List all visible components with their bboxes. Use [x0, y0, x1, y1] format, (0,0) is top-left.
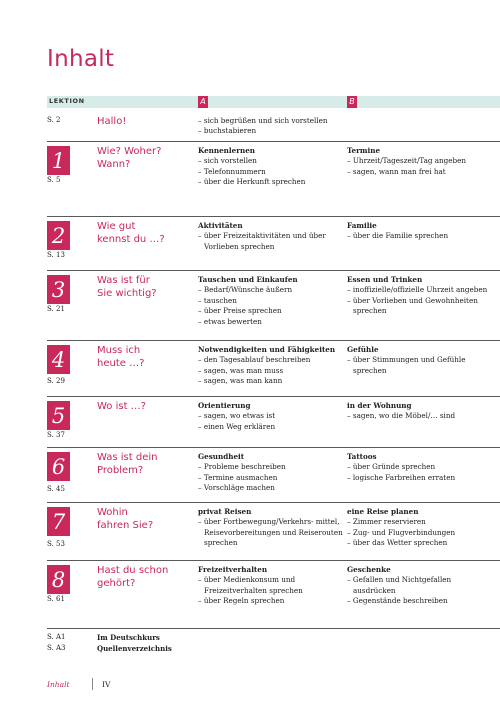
lesson-theme: [97, 220, 197, 246]
table-header-band: [47, 96, 500, 108]
lesson-theme-line: Wie? Woher?: [97, 146, 162, 157]
lesson-theme: [97, 274, 197, 300]
lesson-number-badge: 5: [47, 401, 70, 430]
lesson-a-item: – Telefonnummern: [198, 166, 266, 176]
appendix-page: S. A3: [47, 644, 66, 652]
lesson-theme: [97, 564, 197, 590]
lesson-number-badge: 1: [47, 146, 70, 175]
lesson-theme: [97, 145, 197, 171]
lesson-column-b: [347, 507, 492, 549]
lesson-column-a: [198, 565, 343, 607]
lesson-theme-line: Hast du schon: [97, 565, 169, 576]
separator-bottom: [47, 628, 500, 629]
lesson-page: S. 53: [47, 540, 65, 548]
lesson-a-heading: Notwendigkeiten und Fähigkeiten: [198, 345, 336, 354]
lesson-column-b: [347, 401, 492, 422]
header-column-b: B: [347, 96, 357, 108]
lesson-page: S. 21: [47, 305, 65, 313]
lesson-b-item: – über Stimmungen und Gefühle sprechen: [347, 355, 466, 375]
lesson-a-item: – einen Weg erklären: [198, 421, 276, 431]
lesson-theme: [97, 451, 197, 477]
lesson-b-item: – logische Farbreihen erraten: [347, 472, 456, 482]
lesson-b-item: – über das Wetter sprechen: [347, 538, 448, 548]
lesson-theme-line: fahren Sie?: [97, 520, 154, 531]
lesson-column-a: [198, 345, 343, 387]
lesson-b-heading: Familie: [347, 221, 377, 230]
lesson-column-a: [198, 507, 343, 549]
lesson-theme-line: Wo ist …?: [97, 401, 146, 412]
header-lektion: LEKTION: [49, 97, 85, 105]
lesson-b-item: – Uhrzeit/Tageszeit/Tag angeben: [347, 156, 467, 166]
lesson-theme-line: Sie wichtig?: [97, 288, 157, 299]
lesson-theme-line: Wohin: [97, 507, 128, 518]
lesson-b-item: – sagen, wann man frei hat: [347, 166, 446, 176]
lesson-number-badge: 3: [47, 275, 70, 304]
intro-a-item: – sich begrüßen und sich vorstellen: [198, 116, 328, 125]
lesson-column-b: [347, 452, 492, 483]
lesson-number-badge: 7: [47, 507, 70, 536]
lesson-b-item: – über Vorlieben und Gewohnheiten sprechen: [347, 295, 478, 316]
lesson-a-item: – etwas bewerten: [198, 316, 262, 326]
lesson-theme-line: Was ist dein: [97, 452, 158, 463]
lesson-page: S. 5: [47, 176, 61, 184]
intro-a-item: – buchstabieren: [198, 126, 257, 136]
lesson-column-a: [198, 452, 343, 494]
lesson-separator: [47, 502, 500, 503]
lesson-a-item: – über die Herkunft sprechen: [198, 177, 306, 187]
lesson-a-item: – sagen, was man muss: [198, 365, 284, 375]
lesson-a-item: – Vorschläge machen: [198, 483, 275, 493]
lesson-b-item: – Gefallen und Nichtgefallen ausdrücken: [347, 575, 452, 595]
lesson-b-heading: eine Reise planen: [347, 507, 419, 516]
lesson-theme-line: Muss ich: [97, 345, 141, 356]
lesson-b-item: – über Gründe sprechen: [347, 462, 436, 472]
lesson-number-badge: 2: [47, 221, 70, 250]
lesson-theme-line: Problem?: [97, 465, 144, 476]
lesson-a-heading: privat Reisen: [198, 507, 252, 516]
lesson-a-heading: Orientierung: [198, 401, 251, 410]
lesson-page: S. 61: [47, 595, 65, 603]
lesson-separator: [47, 216, 500, 217]
lesson-a-item: – den Tagesablauf beschreiben: [198, 355, 311, 365]
lesson-theme-line: gehört?: [97, 578, 136, 589]
lesson-b-item: – Zimmer reservieren: [347, 517, 426, 527]
intro-a-column: [198, 116, 343, 137]
lesson-separator: [47, 270, 500, 271]
lesson-column-a: [198, 146, 343, 188]
appendix-title: Im Deutschkurs: [97, 633, 160, 642]
lesson-a-item: – sich vorstellen: [198, 156, 257, 166]
lesson-a-heading: Tauschen und Einkaufen: [198, 275, 298, 284]
lesson-a-item: – über Preise sprechen: [198, 306, 282, 316]
lesson-column-b: [347, 221, 492, 242]
lesson-column-a: [198, 221, 343, 252]
lesson-b-item: – sagen, wo die Möbel/… sind: [347, 411, 456, 421]
lesson-b-item: – inoffizielle/offizielle Uhrzeit angeben: [347, 285, 488, 295]
lesson-b-heading: Geschenke: [347, 565, 391, 574]
lesson-page: S. 37: [47, 431, 65, 439]
lesson-theme-line: heute …?: [97, 358, 145, 369]
lesson-b-item: – Zug- und Flugverbindungen: [347, 527, 456, 537]
lesson-column-a: [198, 401, 343, 432]
lesson-a-heading: Kennenlernen: [198, 146, 256, 155]
lesson-theme-line: Wie gut: [97, 221, 136, 232]
lesson-a-heading: Freizeitverhalten: [198, 565, 268, 574]
page-title: Inhalt: [47, 46, 115, 72]
lesson-number-badge: 4: [47, 345, 70, 374]
lesson-a-item: – Probleme beschreiben: [198, 462, 286, 472]
lesson-theme: [97, 506, 197, 532]
footer-label: Inhalt: [47, 680, 70, 689]
appendix-page: S. A1: [47, 633, 66, 641]
lesson-separator: [47, 396, 500, 397]
lesson-theme-line: kennst du …?: [97, 234, 165, 245]
lesson-b-item: – Gegenstände beschreiben: [347, 596, 448, 606]
lesson-a-item: – Bedarf/Wünsche äußern: [198, 285, 293, 295]
lesson-theme: [97, 344, 197, 370]
lesson-number-badge: 8: [47, 565, 70, 594]
lesson-a-item: – sagen, wo etwas ist: [198, 411, 276, 421]
lesson-page: S. 13: [47, 251, 65, 259]
intro-page: S. 2: [47, 116, 61, 124]
lesson-a-item: – über Freizeitaktivitäten und über Vorlieben sprechen: [198, 231, 326, 251]
lesson-column-b: [347, 345, 492, 376]
lesson-a-item: – tauschen: [198, 295, 237, 305]
lesson-a-item: – Termine ausmachen: [198, 472, 278, 482]
lesson-column-a: [198, 275, 343, 327]
lesson-b-heading: Termine: [347, 146, 381, 155]
lesson-number-badge: 6: [47, 452, 70, 481]
lesson-separator: [47, 340, 500, 341]
lesson-theme-line: Was ist für: [97, 275, 150, 286]
lesson-separator: [47, 560, 500, 561]
header-column-a: A: [198, 96, 208, 108]
appendix-title: Quellenverzeichnis: [97, 644, 172, 653]
lesson-separator: [47, 447, 500, 448]
lesson-a-heading: Aktivitäten: [198, 221, 243, 230]
lesson-a-item: – über Medienkonsum und Freizeitverhalten sprechen: [198, 575, 303, 595]
lesson-b-item: – über die Familie sprechen: [347, 231, 449, 241]
intro-theme: Hallo!: [97, 116, 127, 127]
lesson-b-heading: Gefühle: [347, 345, 379, 354]
lesson-b-heading: Tattoos: [347, 452, 377, 461]
lesson-separator: [47, 141, 500, 142]
lesson-theme-line: Wann?: [97, 159, 131, 170]
lesson-a-item: – über Fortbewegung/Verkehrs- mittel, Reisevorbereitungen und Reiserouten sprechen: [198, 517, 343, 548]
lesson-a-item: – über Regeln sprechen: [198, 596, 285, 606]
lesson-column-b: [347, 146, 492, 177]
lesson-b-heading: in der Wohnung: [347, 401, 412, 410]
lesson-a-heading: Gesundheit: [198, 452, 245, 461]
lesson-column-b: [347, 275, 492, 317]
lesson-a-item: – sagen, was man kann: [198, 376, 283, 386]
footer-divider: [92, 678, 93, 690]
lesson-b-heading: Essen und Trinken: [347, 275, 423, 284]
lesson-theme: [97, 400, 197, 413]
footer-page-number: IV: [102, 680, 111, 689]
lesson-page: S. 45: [47, 485, 65, 493]
lesson-page: S. 29: [47, 377, 65, 385]
lesson-column-b: [347, 565, 492, 607]
